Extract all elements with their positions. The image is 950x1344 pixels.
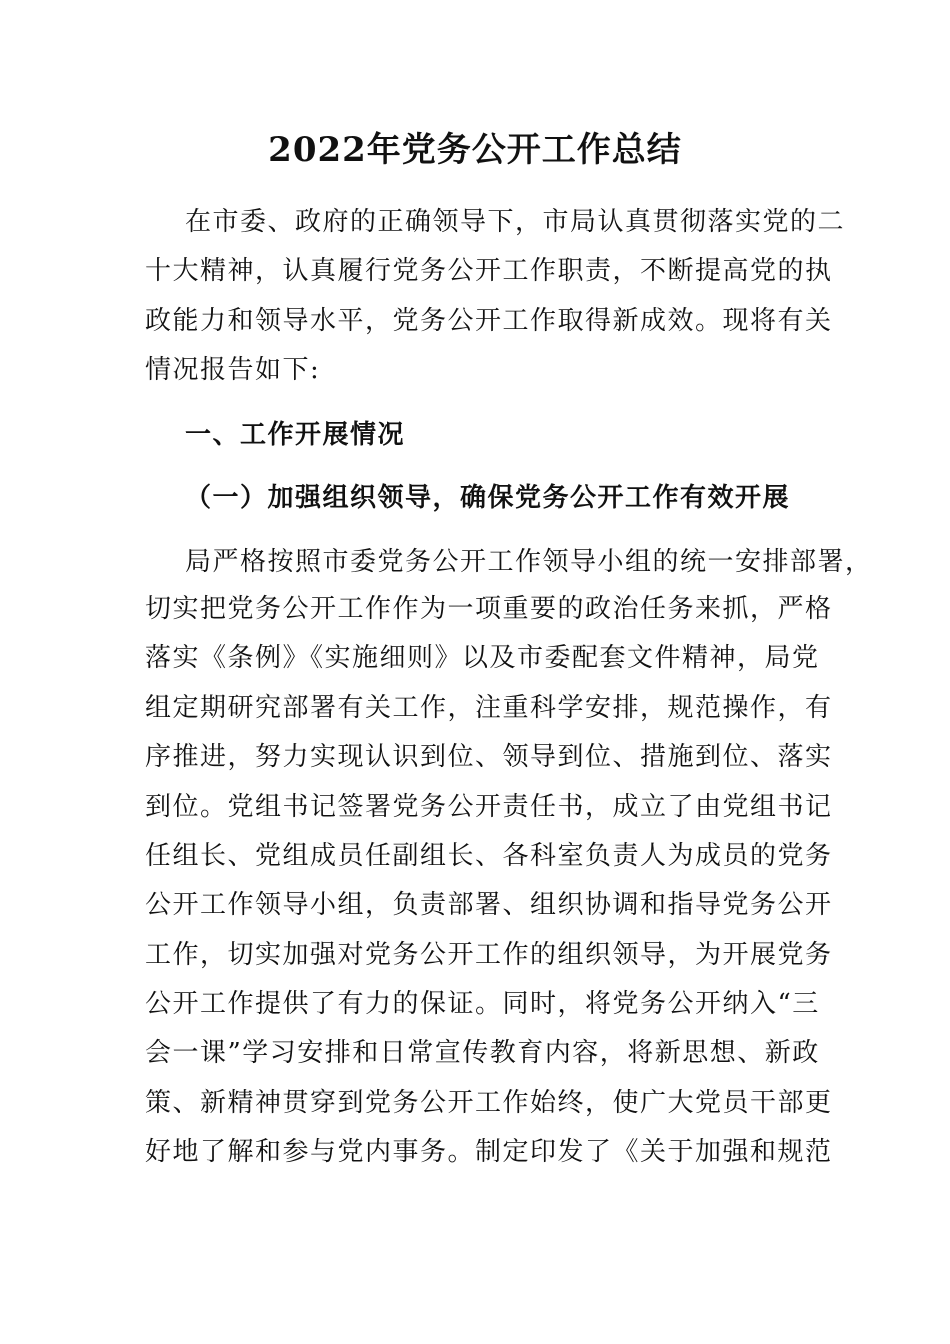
intro-line: 政能力和领导水平，党务公开工作取得新成效。现将有关	[145, 306, 833, 336]
body-line: 策、新精神贯穿到党务公开工作始终，使广大党员干部更	[145, 1088, 833, 1118]
body-line: 切实把党务公开工作作为一项重要的政治任务来抓，严格	[145, 594, 833, 624]
body-line: 会一课”学习安排和日常宣传教育内容，将新思想、新政	[145, 1038, 820, 1068]
body-line: 组定期研究部署有关工作，注重科学安排，规范操作，有	[145, 693, 833, 723]
body-line: 工作，切实加强对党务公开工作的组织领导，为开展党务	[145, 940, 833, 970]
body-line: 落实《条例》《实施细则》以及市委配套文件精神，局党	[145, 643, 820, 673]
body-line: 到位。党组书记签署党务公开责任书，成立了由党组书记	[145, 792, 833, 822]
subsection-heading: （一）加强组织领导，确保党务公开工作有效开展	[185, 483, 791, 513]
body-line: 任组长、党组成员任副组长、各科室负责人为成员的党务	[145, 841, 833, 871]
body-line: 公开工作提供了有力的保证。同时，将党务公开纳入“三	[145, 989, 820, 1019]
intro-line: 在市委、政府的正确领导下，市局认真贯彻落实党的二	[185, 207, 846, 237]
intro-line: 十大精神，认真履行党务公开工作职责，不断提高党的执	[145, 256, 833, 286]
document-title: 2022年党务公开工作总结	[268, 130, 682, 170]
body-line: 好地了解和参与党内事务。制定印发了《关于加强和规范	[145, 1137, 833, 1167]
intro-line: 情况报告如下:	[145, 355, 321, 385]
body-line: 序推进，努力实现认识到位、领导到位、措施到位、落实	[145, 742, 833, 772]
body-line: 公开工作领导小组，负责部署、组织协调和指导党务公开	[145, 890, 833, 920]
section-heading: 一、工作开展情况	[185, 420, 406, 450]
body-line: 局严格按照市委党务公开工作领导小组的统一安排部署，	[185, 547, 873, 577]
